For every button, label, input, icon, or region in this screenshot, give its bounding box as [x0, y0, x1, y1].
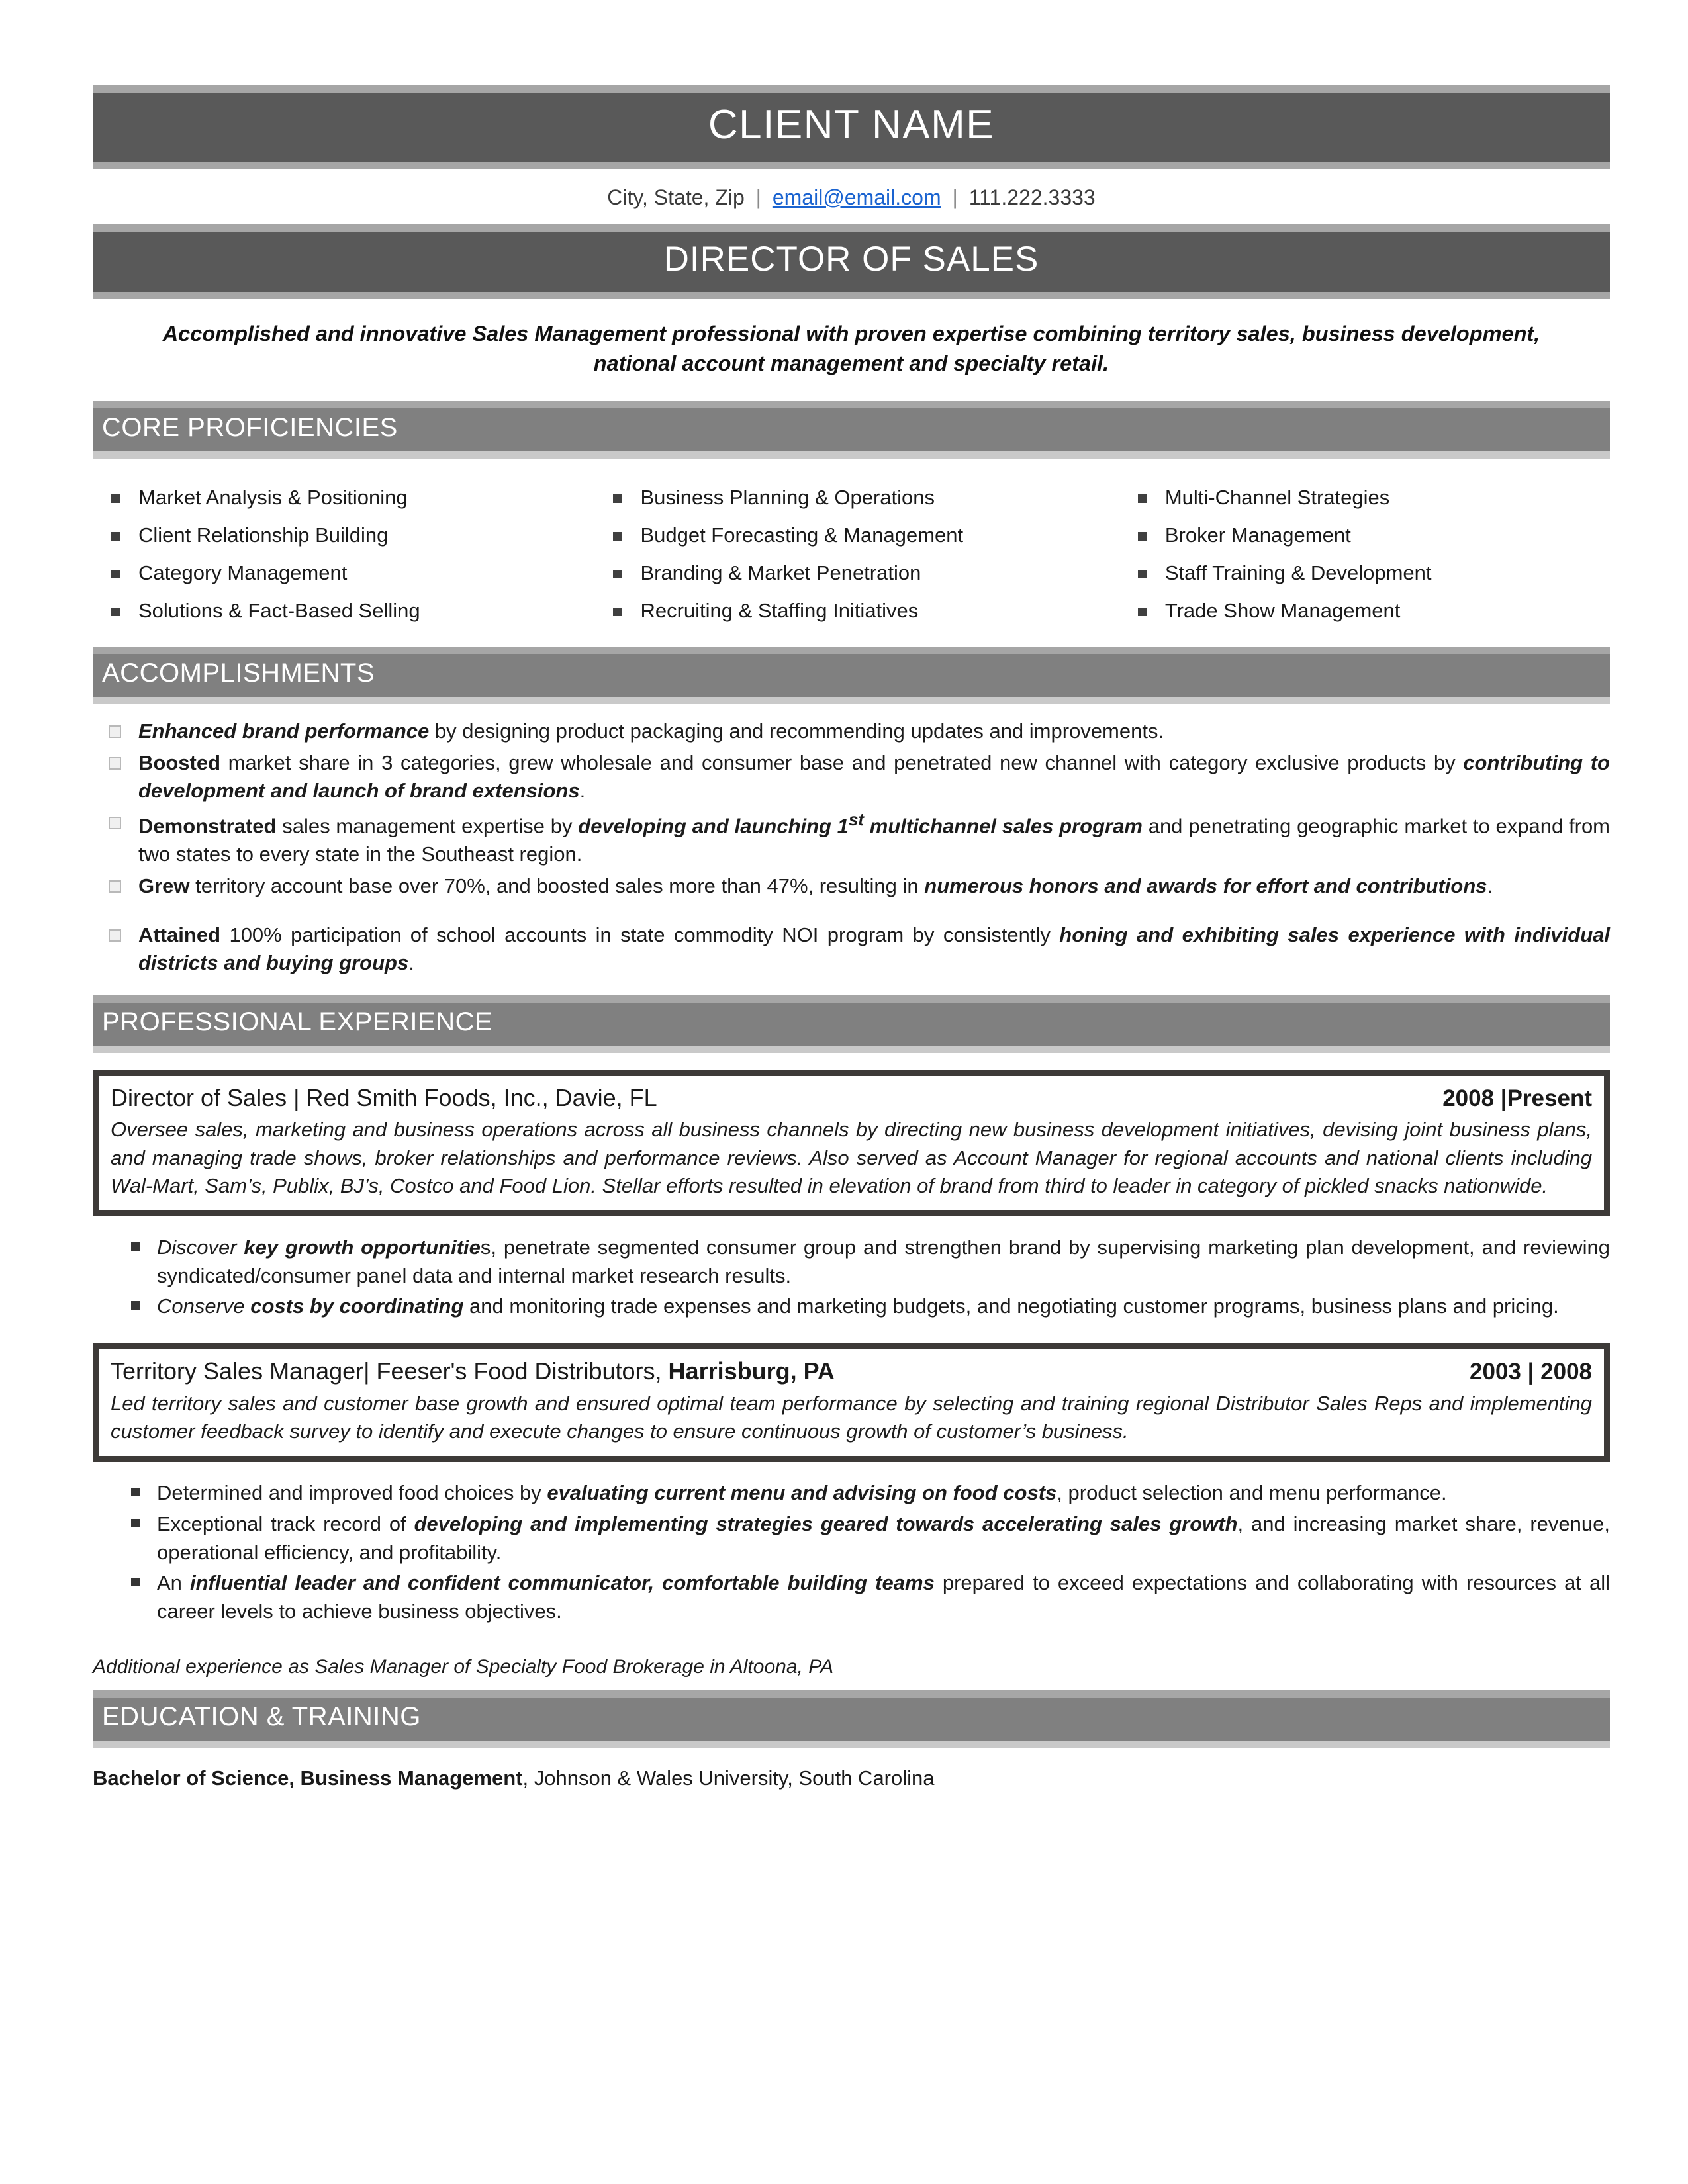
job-bullet-item	[93, 1569, 1610, 1629]
square-bullet-icon	[613, 570, 622, 578]
education-entry	[93, 1748, 1610, 1792]
square-bullet-icon	[131, 1242, 140, 1251]
job-title: Director of Sales	[111, 1084, 287, 1112]
experience-entry-box	[93, 1070, 1610, 1216]
job-bullet-item	[93, 1293, 1610, 1324]
proficiency-label: Client Relationship Building	[138, 523, 389, 547]
accomplishment-text	[138, 872, 1610, 901]
accomplishment-text	[138, 717, 1610, 746]
accomplishment-item	[93, 809, 1610, 872]
proficiency-item	[613, 516, 1137, 554]
bullet-emphasis: developing and implementing strategies geared towards accelerating sales growth	[414, 1512, 1238, 1535]
proficiency-label: Broker Management	[1164, 523, 1351, 547]
square-bullet-icon	[131, 1519, 140, 1527]
accomplishment-tail: .	[408, 951, 414, 975]
square-bullet-icon	[1138, 570, 1147, 578]
proficiency-label: Staff Training & Development	[1164, 561, 1432, 584]
job-bullet-item	[93, 1234, 1610, 1293]
square-bullet-icon	[1138, 494, 1147, 503]
accomplishment-rest: by designing product packaging and recommending updates and improvements.	[429, 719, 1164, 743]
job-bullet-text	[157, 1510, 1610, 1567]
bullet-emphasis: influential leader and confident communicator, comfortable building teams	[189, 1571, 935, 1595]
proficiency-item	[1138, 554, 1610, 592]
job-company: Red Smith Foods, Inc., Davie, FL	[306, 1084, 657, 1112]
accomplishment-item	[93, 921, 1610, 981]
square-bullet-icon	[131, 1301, 140, 1310]
job-company-location: Harrisburg, PA	[668, 1357, 835, 1385]
accomplishment-lead: Attained	[138, 923, 220, 946]
accomplishment-emphasis: numerous honors and awards for effort and contributions	[924, 874, 1487, 897]
square-bullet-icon	[613, 494, 622, 503]
square-bullet-icon	[111, 494, 120, 503]
bullet-lead-italic: Conserve	[157, 1295, 251, 1318]
proficiency-label: Category Management	[138, 561, 348, 584]
square-bullet-icon	[1138, 532, 1147, 541]
job-description: Led territory sales and customer base growth and ensured optimal team performance by selecting and training regional Distributor Sales Reps and implementing customer feedback survey to identify and execute changes to ensure continuous growth of customer’s business.	[111, 1391, 1592, 1443]
contact-email-link[interactable]: email@email.com	[772, 185, 941, 210]
contact-location: City, State, Zip	[607, 185, 745, 210]
square-bullet-icon	[111, 532, 120, 541]
proficiency-item	[613, 554, 1137, 592]
job-bullet-item	[93, 1510, 1610, 1570]
accomplishment-mid: sales management expertise by	[276, 814, 579, 838]
accomplishment-emphasis: honing and exhibiting sales experience with individual districts and buying groups	[138, 923, 1610, 975]
proficiency-item	[613, 478, 1137, 516]
square-bullet-icon	[131, 1488, 140, 1496]
hollow-square-bullet-icon	[109, 757, 121, 770]
accomplishment-lead: Boosted	[138, 751, 220, 774]
job-bullets-list	[93, 1216, 1610, 1326]
bullet-rest: and monitoring trade expenses and marketing budgets, and negotiating customer programs, business plans and pricing.	[463, 1295, 1559, 1318]
contact-line	[93, 169, 1610, 224]
accomplishment-emphasis-pre: developing and launching 1	[578, 814, 849, 838]
section-title-text: ACCOMPLISHMENTS	[102, 658, 375, 688]
accomplishment-mid: market share in 3 categories, grew wholesale and consumer base and penetrated new channel with category exclusive products by	[220, 751, 1464, 774]
job-title-company	[111, 1084, 657, 1112]
proficiency-label: Solutions & Fact-Based Selling	[138, 598, 420, 622]
bullet-emphasis: evaluating current menu and advising on food costs	[547, 1481, 1057, 1505]
education-school: , Johnson & Wales University, South Carolina	[522, 1766, 935, 1790]
accomplishments-list	[93, 704, 1610, 990]
bullet-pre: Determined and improved food choices by	[157, 1481, 547, 1505]
proficiency-label: Budget Forecasting & Management	[640, 523, 964, 547]
bullet-emphasis: costs by coordinating	[250, 1295, 464, 1318]
hollow-square-bullet-icon	[109, 929, 121, 942]
job-dates: 2008 |Present	[1442, 1085, 1592, 1112]
accomplishment-text	[138, 921, 1610, 978]
proficiency-item	[111, 592, 613, 629]
job-title-separator: |	[363, 1357, 377, 1385]
job-title-separator: |	[287, 1084, 306, 1112]
headline-job-title: DIRECTOR OF SALES	[663, 240, 1039, 279]
accomplishment-mid: 100% participation of school accounts in state commodity NOI program by consistently	[220, 923, 1060, 946]
bullet-rest: prepared to exceed expectations and collaborating with resources at all career levels to achieve business objectives.	[157, 1571, 1611, 1623]
experience-entry-box	[93, 1343, 1610, 1462]
proficiency-label: Market Analysis & Positioning	[138, 485, 408, 509]
hollow-square-bullet-icon	[109, 725, 121, 738]
job-description: Oversee sales, marketing and business operations across all business channels by directing new business development initiatives, devising joint business plans, and managing trade shows, broker relationships and performance reviews. Also served as Account Manager for regional accounts and national clients including Wal-Mart, Sam’s, Publix, BJ’s, Costco and Food Lion. Stellar efforts resulted in elevation of brand from third to leader in category of pickled snacks nationwide.	[111, 1118, 1592, 1197]
job-bullet-text	[157, 1234, 1610, 1291]
section-title-text: PROFESSIONAL EXPERIENCE	[102, 1007, 493, 1037]
square-bullet-icon	[613, 532, 622, 541]
proficiency-item	[111, 554, 613, 592]
job-title-company	[111, 1357, 835, 1385]
job-header-row	[111, 1084, 1592, 1113]
education-degree: Bachelor of Science, Business Management	[93, 1766, 523, 1790]
job-bullets-list	[93, 1462, 1610, 1631]
accomplishment-emphasis: Enhanced brand performance	[138, 719, 430, 743]
accomplishment-emphasis: contributing to development and launch of brand extensions	[138, 751, 1610, 803]
proficiency-label: Branding & Market Penetration	[640, 561, 921, 584]
contact-separator-1: |	[755, 185, 761, 210]
accomplishment-emphasis-post: multichannel sales program	[864, 814, 1143, 838]
job-company: Feeser's Food Distributors,	[376, 1357, 669, 1385]
accomplishment-text	[138, 809, 1610, 869]
accomplishment-mid: territory account base over 70%, and boosted sales more than 47%, resulting in	[189, 874, 925, 897]
contact-phone: 111.222.3333	[968, 185, 1096, 210]
accomplishment-lead: Demonstrated	[138, 814, 277, 838]
title-banner-underline	[93, 292, 1610, 299]
square-bullet-icon	[111, 608, 120, 616]
ordinal-superscript: st	[849, 811, 864, 830]
section-header-core-proficiencies	[93, 401, 1610, 459]
proficiency-item	[111, 516, 613, 554]
bullet-emphasis: key growth opportunitie	[244, 1235, 481, 1259]
square-bullet-icon	[111, 570, 120, 578]
professional-summary: Accomplished and innovative Sales Management professional with proven expertise combining territory sales, business development, national account management and specialty retail.	[162, 322, 1540, 376]
accomplishment-item	[93, 872, 1610, 904]
proficiency-item	[1138, 516, 1610, 554]
section-header-education	[93, 1690, 1610, 1748]
accomplishment-tail: .	[1487, 874, 1493, 897]
job-header-row	[111, 1357, 1592, 1387]
client-name: CLIENT NAME	[708, 102, 995, 148]
name-banner	[93, 85, 1610, 162]
job-bullet-text	[157, 1479, 1610, 1508]
proficiency-item	[1138, 478, 1610, 516]
accomplishment-text	[138, 749, 1610, 806]
job-title: Territory Sales Manager	[111, 1357, 364, 1385]
accomplishment-lead: Grew	[138, 874, 190, 897]
core-proficiencies-grid	[93, 459, 1610, 641]
bullet-rest: , product selection and menu performance.	[1056, 1481, 1447, 1505]
accomplishment-item	[93, 717, 1610, 749]
section-header-professional-experience	[93, 995, 1610, 1053]
job-bullet-text	[157, 1569, 1610, 1626]
proficiency-item	[111, 478, 613, 516]
bullet-rest: s, penetrate segmented consumer group and strengthen brand by supervising marketing plan development, and reviewing syndicated/consumer panel data and internal market research results.	[157, 1235, 1610, 1287]
square-bullet-icon	[1138, 608, 1147, 616]
proficiency-label: Recruiting & Staffing Initiatives	[640, 598, 919, 622]
proficiency-label: Trade Show Management	[1164, 598, 1401, 622]
hollow-square-bullet-icon	[109, 817, 121, 829]
contact-separator-2: |	[952, 185, 958, 210]
accomplishment-item	[93, 749, 1610, 809]
bullet-rest: , and increasing market share, revenue, operational efficiency, and profitability.	[157, 1512, 1610, 1564]
section-title-text: CORE PROFICIENCIES	[102, 413, 398, 443]
job-title-banner	[93, 224, 1610, 292]
bullet-pre: Exceptional track record of	[157, 1512, 414, 1535]
accomplishment-tail: .	[579, 779, 586, 803]
section-header-accomplishments	[93, 647, 1610, 704]
proficiency-item	[613, 592, 1137, 629]
hollow-square-bullet-icon	[109, 880, 121, 893]
square-bullet-icon	[131, 1578, 140, 1586]
square-bullet-icon	[613, 608, 622, 616]
job-bullet-text	[157, 1293, 1610, 1321]
job-bullet-item	[93, 1479, 1610, 1510]
job-dates: 2003 | 2008	[1470, 1359, 1592, 1385]
accomplishment-tail: and penetrating geographic market to expand from two states to every state in the Southeast region.	[138, 814, 1611, 866]
proficiency-label: Multi-Channel Strategies	[1164, 485, 1390, 509]
bullet-lead-italic: Discover	[157, 1235, 244, 1259]
section-title-text: EDUCATION & TRAINING	[102, 1702, 421, 1731]
proficiency-label: Business Planning & Operations	[640, 485, 935, 509]
name-banner-underline	[93, 162, 1610, 169]
additional-experience-note: Additional experience as Sales Manager of Specialty Food Brokerage in Altoona, PA	[93, 1655, 833, 1678]
bullet-pre: An	[157, 1571, 190, 1595]
proficiency-item	[1138, 592, 1610, 629]
